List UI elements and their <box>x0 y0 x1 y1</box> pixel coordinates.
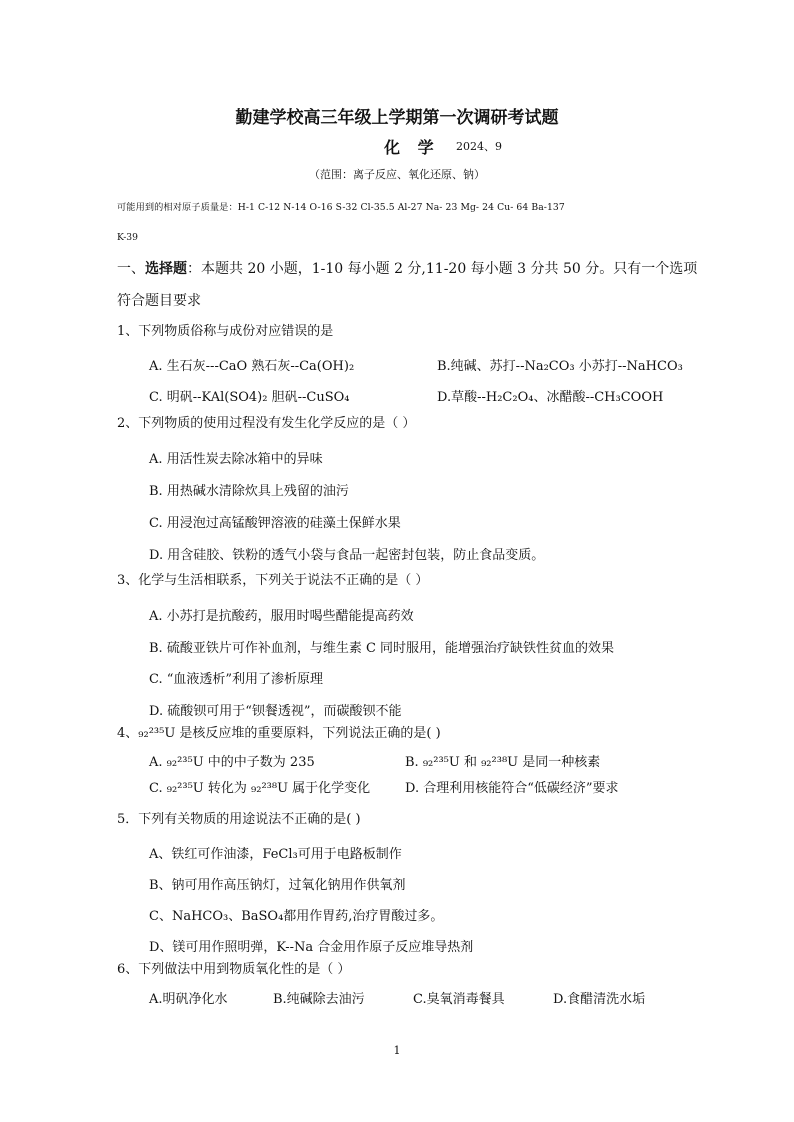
q4-option-b: B. ₉₂²³⁵U 和 ₉₂²³⁸U 是同一种核素 <box>405 755 601 770</box>
q3-option-b: B. 硫酸亚铁片可作补血剂，与维生素 C 同时服用，能增强治疗缺铁性贫血的效果 <box>149 641 615 656</box>
q1-option-d: D.草酸--H₂C₂O₄、冰醋酸--CH₃COOH <box>437 390 664 405</box>
q5-option-b: B、钠可用作高压钠灯，过氧化钠用作供氧剂 <box>149 878 406 893</box>
q2-option-c: C. 用浸泡过高锰酸钾溶液的硅藻土保鲜水果 <box>149 516 401 531</box>
subject-name: 化 学 <box>384 138 440 157</box>
q6-stem: 6、下列做法中用到物质氧化性的是（ ） <box>117 962 351 977</box>
q6-option-c: C.臭氧消毒餐具 <box>413 992 505 1007</box>
page-number: 1 <box>393 1044 401 1057</box>
q3-option-a: A. 小苏打是抗酸药，服用时喝些醋能提高药效 <box>149 609 414 624</box>
q5-option-d: D、镁可用作照明弹，K--Na 合金用作原子反应堆导热剂 <box>149 940 474 955</box>
q1-option-a: A. 生石灰---CaO 熟石灰--Ca(OH)₂ <box>149 359 355 374</box>
q2-stem: 2、下列物质的使用过程没有发生化学反应的是（ ） <box>117 416 416 431</box>
atomic-masses-cont: K-39 <box>117 232 138 243</box>
atomic-masses: 可能用到的相对原子质量是：H-1 C-12 N-14 O-16 S-32 Cl-35.5 Al-27 Na- 23 Mg- 24 Cu- 64 Ba-137 <box>117 202 565 213</box>
q1-option-b: B.纯碱、苏打--Na₂CO₃ 小苏打--NaHCO₃ <box>437 359 683 374</box>
q6-option-b: B.纯碱除去油污 <box>273 992 365 1007</box>
section-heading-bold: 选择题 <box>145 261 187 277</box>
q5-option-c: C、NaHCO₃、BaSO₄都用作胃药,治疗胃酸过多。 <box>149 909 444 924</box>
exam-title: 勤建学校高三年级上学期第一次调研考试题 <box>235 108 559 128</box>
exam-date: 2024、9 <box>456 140 502 153</box>
q4-option-a: A. ₉₂²³⁵U 中的中子数为 235 <box>149 755 315 770</box>
q2-option-d: D. 用含硅胶、铁粉的透气小袋与食品一起密封包装，防止食品变质。 <box>149 548 545 563</box>
q5-stem: 5．下列有关物质的用途说法不正确的是( ) <box>117 812 361 827</box>
section-heading-prefix: 一、 <box>117 261 145 277</box>
q5-option-a: A、铁红可作油漆，FeCl₃可用于电路板制作 <box>149 847 402 862</box>
q1-option-c: C. 明矾--KAl(SO4)₂ 胆矾--CuSO₄ <box>149 390 350 405</box>
q2-option-a: A. 用活性炭去除冰箱中的异味 <box>149 452 323 467</box>
q4-option-c: C. ₉₂²³⁵U 转化为 ₉₂²³⁸U 属于化学变化 <box>149 781 371 796</box>
exam-scope: （范围：离子反应、氧化还原、钠） <box>309 168 485 181</box>
q6-option-d: D.食醋清洗水垢 <box>553 992 646 1007</box>
q3-stem: 3、化学与生活相联系，下列关于说法不正确的是（ ） <box>117 573 429 588</box>
section-heading-rest: ：本题共 20 小题，1-10 每小题 2 分,11-20 每小题 3 分共 50 分。只有一个选项 <box>187 261 698 277</box>
q6-option-a: A.明矾净化水 <box>149 992 228 1007</box>
section-heading-cont: 符合题目要求 <box>117 293 201 309</box>
section-heading <box>117 261 697 277</box>
q3-option-d: D. 硫酸钡可用于“钡餐透视”，而碳酸钡不能 <box>149 704 402 719</box>
q3-option-c: C. “血液透析”利用了渗析原理 <box>149 672 324 687</box>
q2-option-b: B. 用热碱水清除炊具上残留的油污 <box>149 484 349 499</box>
q1-stem: 1、下列物质俗称与成份对应错误的是 <box>117 324 334 339</box>
q4-option-d: D. 合理利用核能符合“低碳经济”要求 <box>405 781 619 796</box>
q4-stem: 4、₉₂²³⁵U 是核反应堆的重要原料，下列说法正确的是( ) <box>117 726 441 741</box>
